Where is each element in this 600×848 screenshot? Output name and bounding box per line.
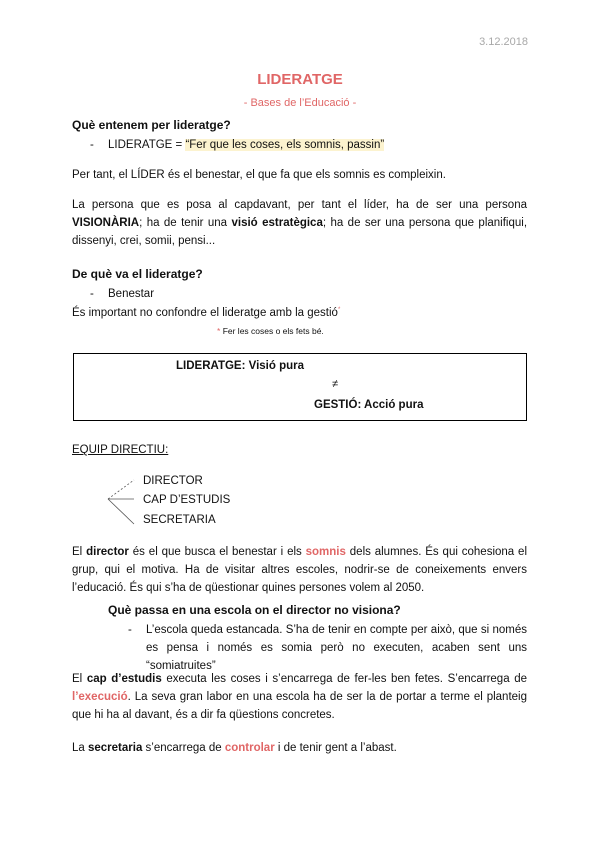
text-span: La: [72, 742, 88, 754]
benestar-item: Benestar: [108, 288, 155, 300]
comparison-box: [73, 353, 527, 421]
text-span: s’encarrega de: [142, 742, 225, 754]
text-span: La persona que es posa al capdavant, per tant el líder, ha de ser una persona: [72, 199, 527, 211]
equip-item-cap-estudis: CAP D’ESTUDIS: [143, 494, 231, 506]
visionaria-bold: VISIONÀRIA: [72, 217, 140, 229]
text-span: executa les coses i s’encarrega de fer-les ben fetes. S’encarrega de: [161, 673, 528, 685]
definition-line: [108, 139, 384, 151]
branch-line-secretaria: [108, 499, 134, 524]
text-span: ; ha de ser una persona que planifiqui, dissenyi, crei, somii, pensi...: [72, 217, 528, 247]
secretaria-bold: secretaria: [88, 742, 143, 754]
bullet-dash: -: [128, 624, 132, 636]
text-span: dels alumnes. És qui cohesiona el grup, qui el motiva. Ha de visitar altres escoles, nodrir-se de coneixements envers l’educació. És qui s’ha de qüestionar quines persones volem al 2050.: [72, 546, 528, 594]
equip-item-director: DIRECTOR: [143, 475, 203, 487]
branch-lines: [104, 470, 140, 530]
text-span: El: [72, 673, 87, 685]
question-heading-2: De què va el lideratge?: [72, 267, 203, 281]
text-span: és el que busca el benestar i els: [128, 546, 306, 558]
not-equal-sign: ≠: [332, 378, 339, 390]
cap-estudis-bold: cap d’estudis: [86, 673, 162, 685]
box-management-line: GESTIÓ: Acció pura: [314, 399, 424, 411]
strategic-vision-bold: visió estratègica: [231, 217, 323, 229]
definition-quote: “Fer que les coses, els somnis, passin”: [185, 139, 385, 151]
bullet-dash: -: [90, 139, 94, 151]
director-paragraph: [72, 543, 527, 597]
date: 3.12.2018: [479, 36, 528, 48]
controlar-highlight: controlar: [224, 742, 275, 754]
footnote-text: Fer les coses o els fets bé.: [222, 326, 324, 336]
equip-item-secretaria: SECRETARIA: [143, 514, 216, 526]
definition-label: LIDERATGE =: [108, 139, 186, 151]
bullet-dash: -: [90, 288, 94, 300]
q3-answer: L’escola queda estancada. S’ha de tenir en compte per això, que si només es pensa i només es somia però no executen, acaben sent uns “somiatruites”: [146, 624, 527, 672]
document-subtitle: - Bases de l’Educació -: [243, 97, 357, 109]
box-leadership-line: LIDERATGE: Visió pura: [176, 360, 305, 372]
secretaria-paragraph: [72, 742, 397, 754]
document-title: LIDERATGE: [257, 71, 343, 88]
visionary-paragraph: [72, 196, 527, 250]
footnote-marker: *: [337, 307, 341, 314]
important-text: És important no confondre el lideratge amb la gestió: [72, 307, 338, 319]
footnote-marker: *: [217, 326, 221, 336]
text-span: . La seva gran labor en una escola ha de ser la de portar a terme el planteig que hi ha al davant, és a dir fa qüestions concretes.: [72, 691, 527, 721]
text-span: El: [72, 546, 87, 558]
branch-line-director: [108, 480, 134, 499]
important-note: [72, 307, 340, 319]
cap-estudis-paragraph: [72, 670, 527, 724]
footnote: [217, 326, 324, 336]
equip-heading: EQUIP DIRECTIU:: [72, 444, 169, 456]
text-span: i de tenir gent a l’abast.: [274, 742, 397, 754]
text-span: ; ha de tenir una: [139, 217, 232, 229]
director-bold: director: [86, 546, 129, 558]
leader-paragraph: Per tant, el LÍDER és el benestar, el que fa que els somnis es compleixin.: [72, 169, 446, 181]
question-heading-3: Què passa en una escola on el director no visiona?: [108, 603, 401, 617]
execucio-highlight: l’execució: [72, 691, 128, 703]
question-heading-1: Què entenem per lideratge?: [72, 118, 231, 132]
somnis-highlight: somnis: [305, 546, 346, 558]
